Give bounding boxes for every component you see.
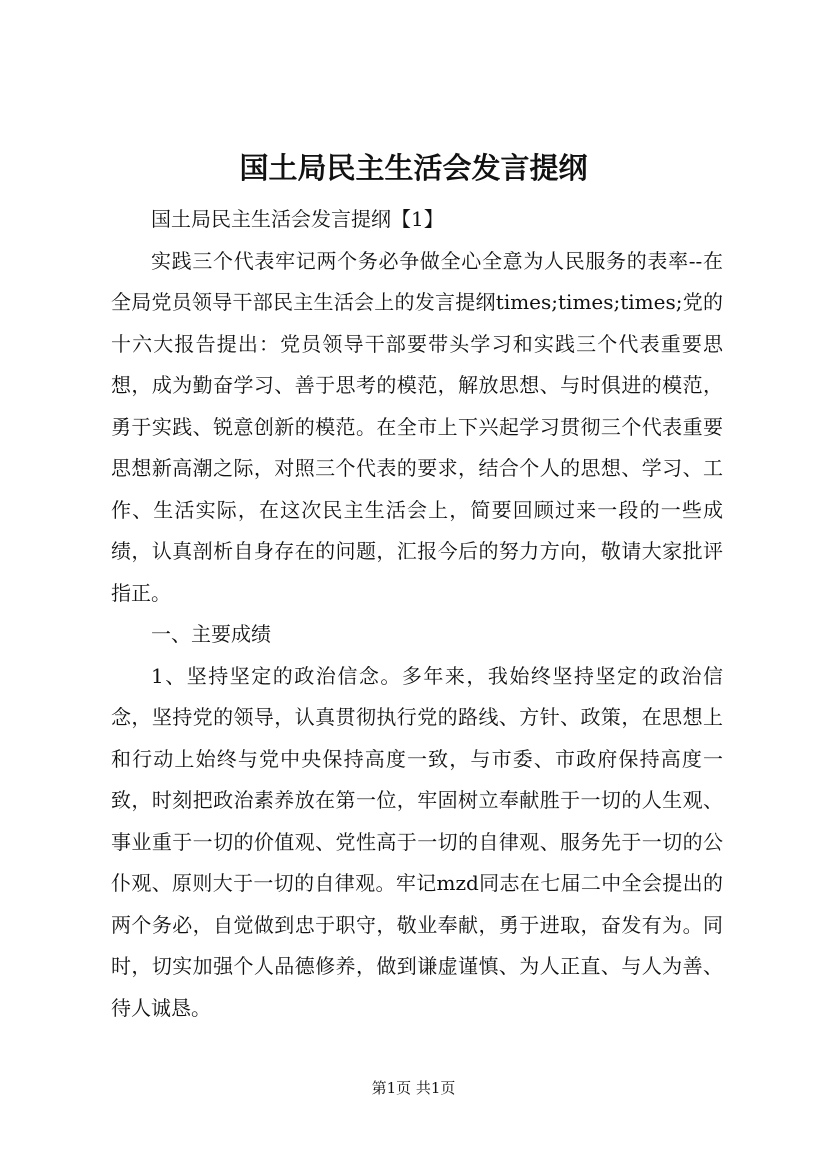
- page-number-footer: 第1页 共1页: [371, 1079, 456, 1097]
- body-paragraph: 1、坚持坚定的政治信念。多年来，我始终坚持坚定的政治信念，坚持党的领导，认真贯彻执行党的路线、方针、政策，在思想上和行动上始终与党中央保持高度一致，与市委、市政府保持高度一致，时刻把政治素养放在第一位，牢固树立奉献胜于一切的人生观、事业重于一切的价值观、党性高于一切的自律观、服务先于一切的公仆观、原则大于一切的自律观。牢记mzd同志在七届二中全会提出的两个务必，自觉做到忠于职守，敬业奉献，勇于进取，奋发有为。同时，切实加强个人品德修养，做到谦虚谨慎、为人正直、与人为善、待人诚恳。: [111, 663, 723, 1020]
- body-paragraph: 实践三个代表牢记两个务必争做全心全意为人民服务的表率--在全局党员领导干部民主生活会上的发言提纲times;times;times;党的十六大报告提出：党员领导干部要带头学习和实践三个代表重要思想，成为勤奋学习、善于思考的模范，解放思想、与时俱进的模范，勇于实践、锐意创新的模范。在全市上下兴起学习贯彻三个代表重要思想新高潮之际，对照三个代表的要求，结合个人的思想、学习、工作、生活实际，在这次民主生活会上，简要回顾过来一段的一些成绩，认真剖析自身存在的问题，汇报今后的努力方向，敬请大家批评指正。: [111, 248, 723, 605]
- document-title: 国土局民主生活会发言提纲: [239, 151, 588, 185]
- section-heading: 国土局民主生活会发言提纲【1】: [151, 207, 444, 231]
- subsection-heading: 一、主要成绩: [151, 622, 271, 646]
- document-body: [111, 199, 723, 1029]
